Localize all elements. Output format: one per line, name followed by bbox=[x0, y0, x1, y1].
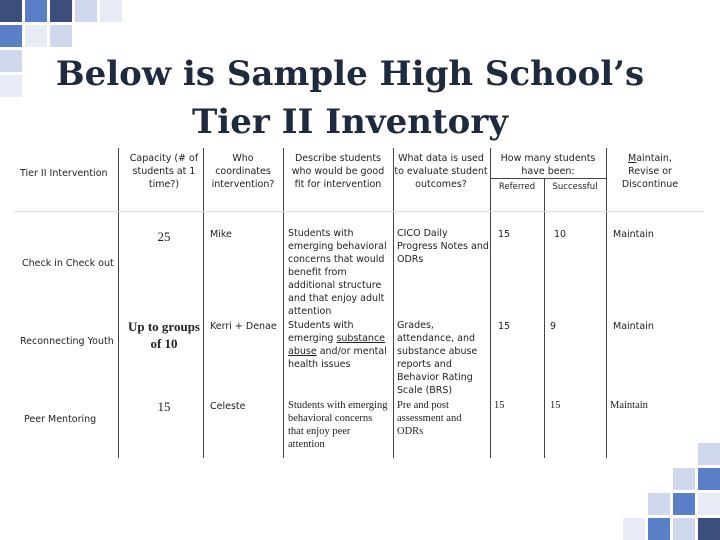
grid-line bbox=[490, 148, 491, 458]
decor-square bbox=[75, 0, 97, 22]
row-3-coordinator: Celeste bbox=[210, 401, 246, 412]
row-1-coordinator: Mike bbox=[210, 229, 232, 240]
row-3-intervention: Peer Mentoring bbox=[24, 414, 97, 425]
decor-square bbox=[0, 0, 22, 22]
decor-square bbox=[100, 0, 122, 22]
row-2-successful: 9 bbox=[550, 321, 557, 332]
header-successful: Successful bbox=[552, 182, 598, 192]
row-1-referred: 15 bbox=[498, 229, 511, 240]
row-3-data: Pre and post assessment and ODRs bbox=[397, 400, 462, 437]
grid-line bbox=[283, 148, 284, 458]
row-3-referred: 15 bbox=[494, 400, 505, 411]
grid-line bbox=[203, 148, 204, 458]
grid-line bbox=[14, 211, 704, 212]
header-describe: Describe students who would be good fit for intervention bbox=[291, 153, 385, 190]
row-2-capacity: Up to groups of 10 bbox=[127, 319, 200, 351]
decor-square bbox=[673, 493, 695, 515]
header-maintain-first: M bbox=[628, 153, 637, 164]
title-line-2: Tier II Inventory bbox=[191, 102, 509, 142]
page-title bbox=[40, 50, 660, 146]
header-maintain-rest: aintain, Revise or Discontinue bbox=[621, 153, 679, 190]
decor-square bbox=[25, 0, 47, 22]
row-1-capacity: 25 bbox=[157, 229, 171, 244]
header-coordinator: Who coordinates intervention? bbox=[211, 153, 275, 190]
decor-square bbox=[673, 518, 695, 540]
row-3-capacity: 15 bbox=[157, 399, 171, 414]
decor-square bbox=[698, 468, 720, 490]
decor-square bbox=[698, 493, 720, 515]
row-1-intervention: Check in Check out bbox=[22, 258, 114, 269]
row-1-data: CICO Daily Progress Notes and ODRs bbox=[397, 228, 489, 265]
row-2-action: Maintain bbox=[613, 321, 654, 332]
grid-line bbox=[118, 148, 119, 458]
decor-square bbox=[50, 0, 72, 22]
decor-square bbox=[0, 25, 22, 47]
grid-line bbox=[393, 148, 394, 458]
decor-square bbox=[25, 25, 47, 47]
row-3-action: Maintain bbox=[610, 400, 648, 411]
row-2-describe-post: and/or mental health issues bbox=[288, 346, 387, 370]
row-2-describe bbox=[288, 319, 390, 371]
grid-line bbox=[606, 148, 607, 458]
decor-square bbox=[623, 518, 645, 540]
row-2-describe-pre: Students with emerging bbox=[288, 320, 354, 344]
decor-square bbox=[698, 443, 720, 465]
row-3-describe: Students with emerging behavioral concerns that enjoy peer attention bbox=[288, 400, 388, 450]
header-referred: Referred bbox=[498, 182, 536, 192]
header-intervention: Tier II Intervention bbox=[20, 168, 108, 179]
decor-square bbox=[673, 468, 695, 490]
row-2-describe-u2: abuse bbox=[288, 346, 317, 357]
row-2-coordinator: Kerri + Denae bbox=[210, 321, 277, 332]
row-2-describe-u1: substance bbox=[336, 333, 386, 344]
row-1-describe: Students with emerging behavioral concerns that would benefit from additional structure and that enjoy adult attention bbox=[288, 228, 387, 317]
decor-square bbox=[0, 50, 22, 72]
grid-line bbox=[490, 178, 606, 179]
title-line-1: Below is Sample High School’s bbox=[55, 54, 645, 94]
decor-square bbox=[698, 518, 720, 540]
decor-square bbox=[648, 518, 670, 540]
row-1-successful: 10 bbox=[554, 229, 567, 240]
decor-square bbox=[648, 493, 670, 515]
row-2-data: Grades, attendance, and substance abuse reports and Behavior Rating Scale (BRS) bbox=[397, 320, 478, 396]
decor-square bbox=[0, 75, 22, 97]
decor-square bbox=[50, 25, 72, 47]
row-2-intervention: Reconnecting Youth bbox=[20, 336, 114, 347]
grid-line bbox=[544, 178, 545, 458]
row-3-successful: 15 bbox=[550, 400, 561, 411]
header-how-many: How many students have been: bbox=[500, 153, 596, 177]
row-1-action: Maintain bbox=[613, 229, 654, 240]
header-data: What data is used to evaluate student outcomes? bbox=[394, 153, 488, 190]
header-capacity: Capacity (# of students at 1 time?) bbox=[129, 153, 199, 190]
row-2-referred: 15 bbox=[498, 321, 511, 332]
header-maintain bbox=[612, 152, 688, 191]
